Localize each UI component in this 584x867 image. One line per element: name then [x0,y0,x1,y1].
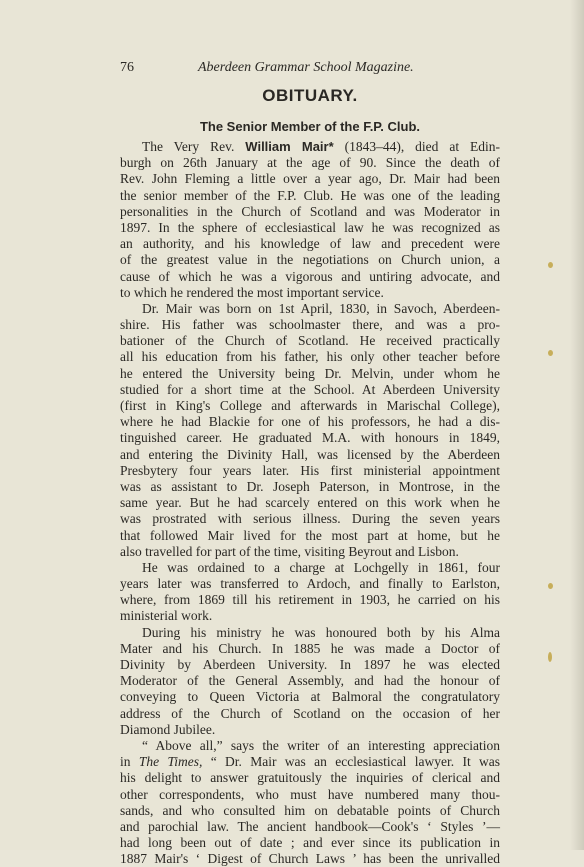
text-line: was prostrated with serious illness. During the seven years [120,511,500,527]
text-line: in The Times, “ Dr. Mair was an ecclesiastical lawyer. It was [120,754,501,770]
text-line: Dr. Mair was born on 1st April, 1830, in Savoch, Aberdeen- [142,300,500,316]
text-line: other correspondents, who must have numbered many thou- [120,786,500,802]
text-line: “ Above all,” says the writer of an interesting appreciation [142,737,500,753]
text-line: was as assistant to Dr. Joseph Paterson, in Montrose, in the [120,478,500,494]
text-line: ministerial work. [120,608,213,624]
text-line: to which he rendered the most important service. [120,284,384,300]
text-line: an authority, and his knowledge of law and precedent were [120,236,500,252]
text-line: personalities in the Church of Scotland and was Moderator in [120,203,500,219]
text-line: that followed Mair lived for the most part at home, but he [120,527,500,543]
text-line: 1897. In the sphere of ecclesiastical law he was recognized as [120,219,500,235]
text-line: had long been out of date ; and ever since its publication in [120,835,500,851]
article-subtitle: The Senior Member of the F.P. Club. [199,119,421,134]
text-line: and parochial law. The ancient handbook—Cook's ‘ Styles ’— [120,818,500,834]
text-line: and entering the Divinity Hall, was licensed by the Aberdeen [120,446,500,462]
text-line: The Very Rev. William Mair* (1843–44), died at Edin- [142,139,500,154]
text-line: where, from 1869 till his retirement in 1903, he carried on his [120,592,500,608]
article-body [120,139,500,867]
text-line: same year. But he had scarcely entered on this work when he [120,495,500,511]
person-name: William Mair* [245,139,334,154]
running-title: Aberdeen Grammar School Magazine. [198,60,414,75]
text-line: conveying to Queen Victoria at Balmoral the congratulatory [120,689,500,705]
foxing-spot [548,350,553,356]
text-line: tinguished career. He graduated M.A. with honours in 1849, [120,430,500,446]
text-line: all his education from his father, his only other teacher before [120,349,500,365]
text-line: the senior member of the F.P. Club. He was one of the leading [120,187,500,203]
foxing-spot [548,583,553,589]
text-line: Moderator of the General Assembly, and had the honour of [120,673,500,689]
text-line: he entered the University being Dr. Melvin, under whom he [120,365,500,381]
text-line: of the greatest value in the negotiations on Church union, a [120,252,500,268]
text-line: 1887 Mair's ‘ Digest of Church Laws ’ has been the unrivalled [120,851,500,867]
text-line: studied for a short time at the School. At Aberdeen University [120,381,500,397]
running-header [120,60,500,78]
text-line: where he had Blackie for one of his professors, he had a dis- [120,414,500,430]
text-line: bationer of the Church of Scotland. He received practically [120,333,500,349]
text-line: Mater and his Church. In 1885 he was made a Doctor of [120,640,500,656]
section-title: OBITUARY. [262,86,358,105]
text-line: shire. His father was schoolmaster there, and was a pro- [120,317,500,333]
text-line: Presbytery four years later. His first ministerial appointment [120,462,500,478]
text-line: cause of which he was a vigorous and untiring advocate, and [120,268,500,284]
publication-title: The Times, [138,754,203,770]
text-line: He was ordained to a charge at Lochgelly in 1861, four [142,559,500,575]
foxing-spot [548,262,553,268]
text-line: Diamond Jubilee. [120,721,216,737]
text-line: address of the Church of Scotland on the occasion of her [120,705,500,721]
text-line: Rev. John Fleming a little over a year ago, Dr. Mair had been [120,171,500,187]
text-line: his delight to answer gratuitously the inquiries of clerical and [120,770,500,786]
text-line: years later was transferred to Ardoch, and finally to Earlston, [120,576,500,592]
text-line: burgh on 26th January at the age of 90. Since the death of [120,155,500,171]
text-line: sands, and who consulted him on debatable points of Church [120,802,500,818]
text-line: also travelled for part of the time, visiting Beyrout and Lisbon. [120,543,459,559]
text-line: During his ministry he was honoured both by his Alma [142,624,500,640]
page-number: 76 [120,60,134,75]
foxing-spot [548,652,552,662]
text-line: (first in King's College and afterwards in Marischal College), [120,398,500,413]
page-edge-shadow [570,0,584,850]
text-line: Divinity by Aberdeen University. In 1897 he was elected [120,657,500,672]
